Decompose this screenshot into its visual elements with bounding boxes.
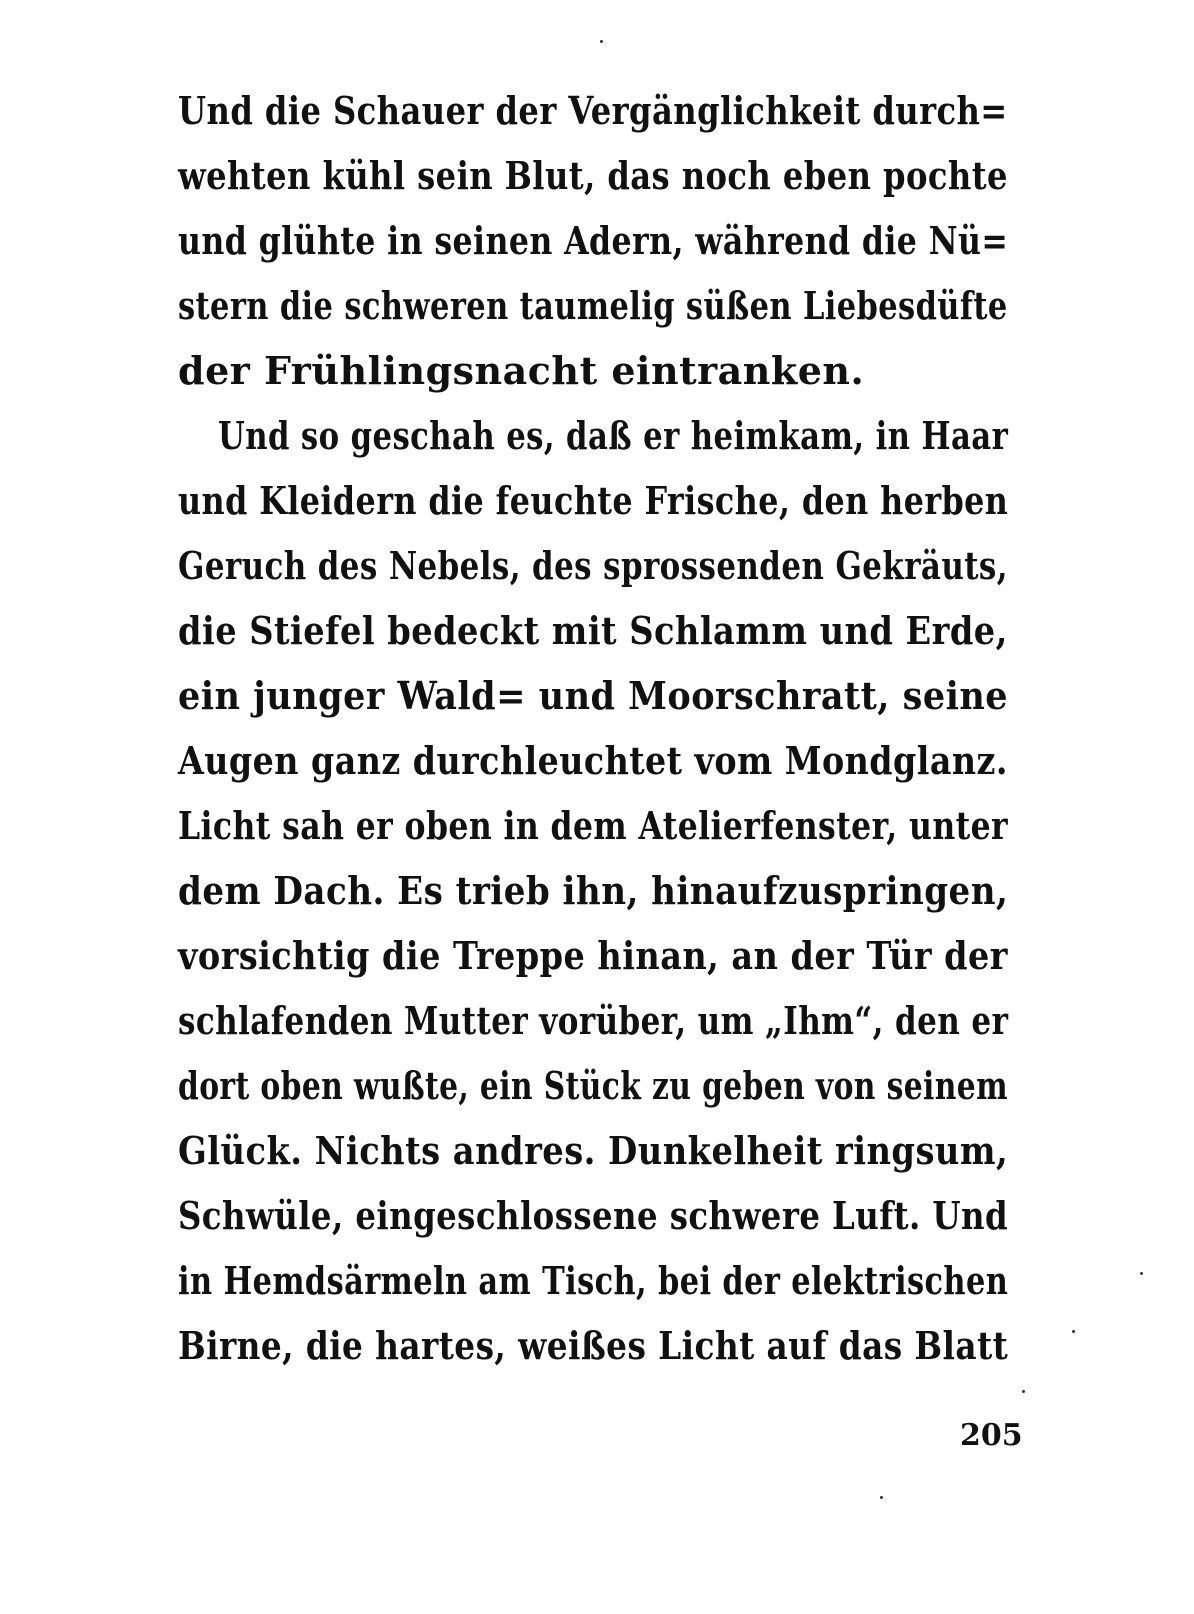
text-line-10: ein junger Wald= und Moorschratt, seine — [178, 673, 1009, 718]
text-line-4: stern die schweren taumelig süßen Liebesdüfte — [178, 283, 1008, 328]
text-line-20: Birne, die hartes, weißes Licht auf das Blatt — [178, 1323, 1009, 1368]
page-number: 205 — [960, 1418, 1023, 1453]
text-line-2: wehten kühl sein Blut, das noch eben pochte — [178, 153, 1008, 198]
text-line-18: Schwüle, eingeschlossene schwere Luft. Und — [178, 1193, 1009, 1238]
text-line-3: und glühte in seinen Adern, während die Nü= — [178, 218, 1009, 263]
scan-speck — [1140, 1272, 1143, 1275]
text-line-5: der Frühlingsnacht eintranken. — [178, 348, 865, 393]
text-line-11: Augen ganz durchleuchtet vom Mondglanz. — [178, 738, 1008, 783]
text-line-15: schlafenden Mutter vorüber, um „Ihm“, den er — [178, 998, 1009, 1043]
scan-speck — [880, 1496, 883, 1499]
scan-speck — [1072, 1330, 1075, 1333]
text-line-13: dem Dach. Es trieb ihn, hinaufzuspringen, — [178, 868, 1009, 913]
text-line-17: Glück. Nichts andres. Dunkelheit ringsum, — [178, 1128, 1009, 1173]
text-line-7: und Kleidern die feuchte Frische, den herben — [178, 478, 1009, 523]
scan-speck — [1022, 1390, 1025, 1393]
text-line-14: vorsichtig die Treppe hinan, an der Tür der — [178, 933, 1008, 978]
text-line-16: dort oben wußte, ein Stück zu geben von seinem — [178, 1063, 1008, 1108]
text-line-1: Und die Schauer der Vergänglichkeit durch= — [178, 88, 1008, 133]
scan-speck — [600, 40, 603, 43]
text-line-19: in Hemdsärmeln am Tisch, bei der elektrischen — [178, 1258, 1009, 1303]
text-line-12: Licht sah er oben in dem Atelierfenster, unter — [178, 803, 1009, 848]
text-line-8: Geruch des Nebels, des sprossenden Gekräuts, — [178, 543, 1008, 588]
text-line-9: die Stiefel bedeckt mit Schlamm und Erde, — [178, 608, 1008, 653]
text-line-6: Und so geschah es, daß er heimkam, in Haar — [218, 413, 1009, 458]
